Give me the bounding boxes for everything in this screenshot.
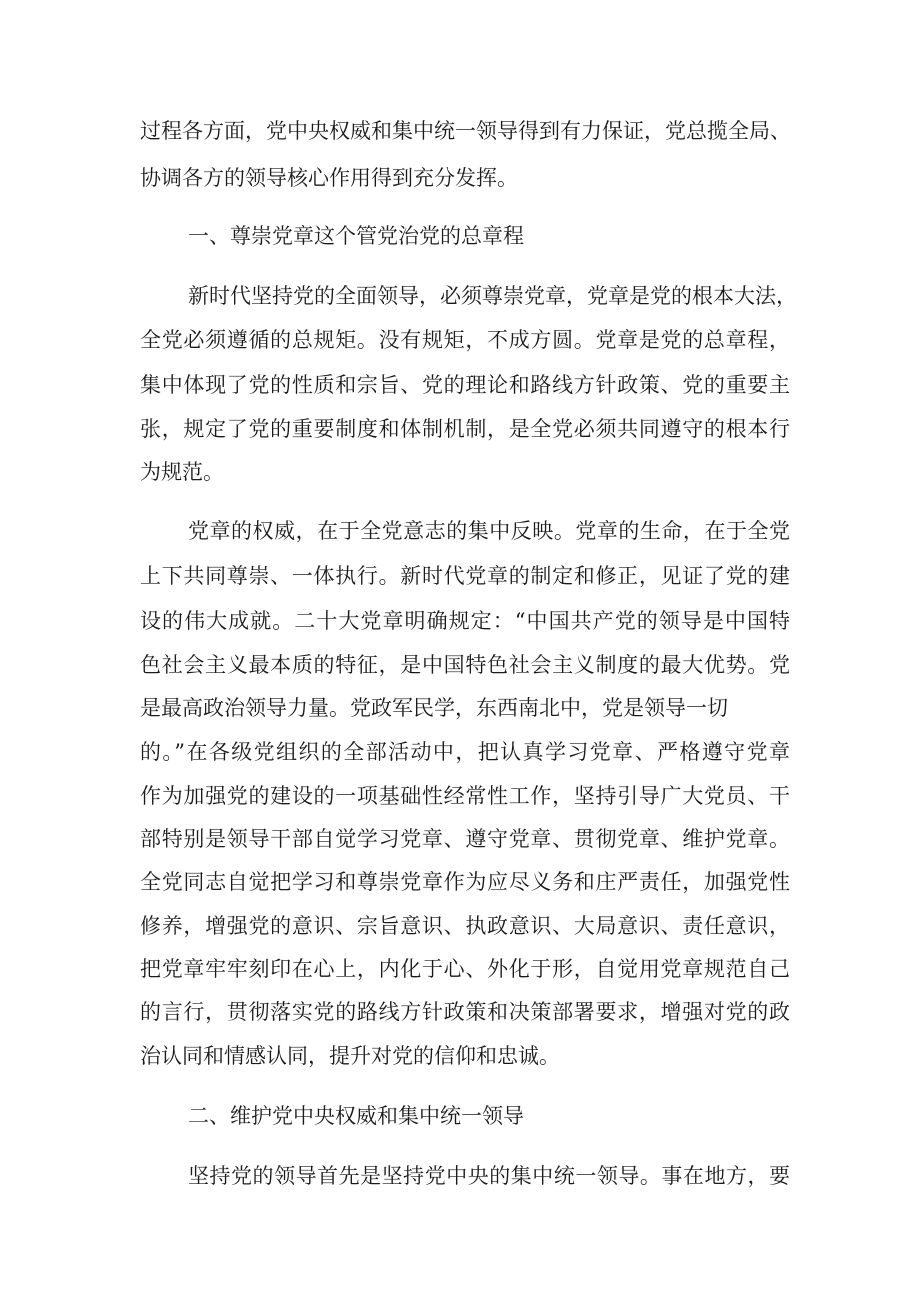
paragraph-line: 色社会主义最本质的特征，是中国特色社会主义制度的最大优势。党 <box>140 653 790 677</box>
paragraph-line: 把党章牢牢刻印在心上，内化于心、外化于形，自觉用党章规范自己 <box>140 957 790 981</box>
paragraph-line: 作为加强党的建设的一项基础性经常性工作，坚持引导广大党员、干 <box>140 784 790 808</box>
paragraph-line: 治认同和情感认同，提升对党的信仰和忠诚。 <box>140 1044 560 1068</box>
paragraph-line: 上下共同尊崇、一体执行。新时代党章的制定和修正，见证了党的建 <box>140 564 790 588</box>
paragraph-line: 修养，增强党的意识、宗旨意识、执政意识、大局意识、责任意识， <box>140 914 790 938</box>
paragraph-line: 全党必须遵循的总规矩。没有规矩，不成方圆。党章是党的总章程， <box>140 328 790 352</box>
paragraph-line: 党章的权威，在于全党意志的集中反映。党章的生命，在于全党 <box>188 519 790 543</box>
paragraph-line: 为规范。 <box>140 460 224 484</box>
paragraph-line: 新时代坚持党的全面领导，必须尊崇党章，党章是党的根本大法， <box>188 284 797 308</box>
paragraph-line: 的。”在各级党组织的全部活动中，把认真学习党章、严格遵守党章 <box>140 740 790 764</box>
paragraph-line: 设的伟大成就。二十大党章明确规定：“中国共产党的领导是中国特 <box>140 609 790 633</box>
paragraph-line: 张，规定了党的重要制度和体制机制，是全党必须共同遵守的根本行 <box>140 417 790 441</box>
paragraph-line: 过程各方面，党中央权威和集中统一领导得到有力保证，党总揽全局、 <box>140 119 791 143</box>
paragraph-line: 集中体现了党的性质和宗旨、党的理论和路线方针政策、党的重要主 <box>140 373 790 397</box>
paragraph-line: 坚持党的领导首先是坚持党中央的集中统一领导。事在地方，要 <box>188 1164 790 1188</box>
paragraph-line: 协调各方的领导核心作用得到充分发挥。 <box>140 166 518 190</box>
paragraph-line: 全党同志自觉把学习和尊崇党章作为应尽义务和庄严责任，加强党性 <box>140 870 790 894</box>
paragraph-line: 是最高政治领导力量。党政军民学，东西南北中，党是领导一切 <box>140 696 728 720</box>
paragraph-line: 的言行，贯彻落实党的路线方针政策和决策部署要求，增强对党的政 <box>140 1000 790 1024</box>
section-heading: 一、尊崇党章这个管党治党的总章程 <box>188 224 524 248</box>
paragraph-line: 部特别是领导干部自觉学习党章、遵守党章、贯彻党章、维护党章。 <box>140 827 790 851</box>
section-heading: 二、维护党中央权威和集中统一领导 <box>188 1104 524 1128</box>
